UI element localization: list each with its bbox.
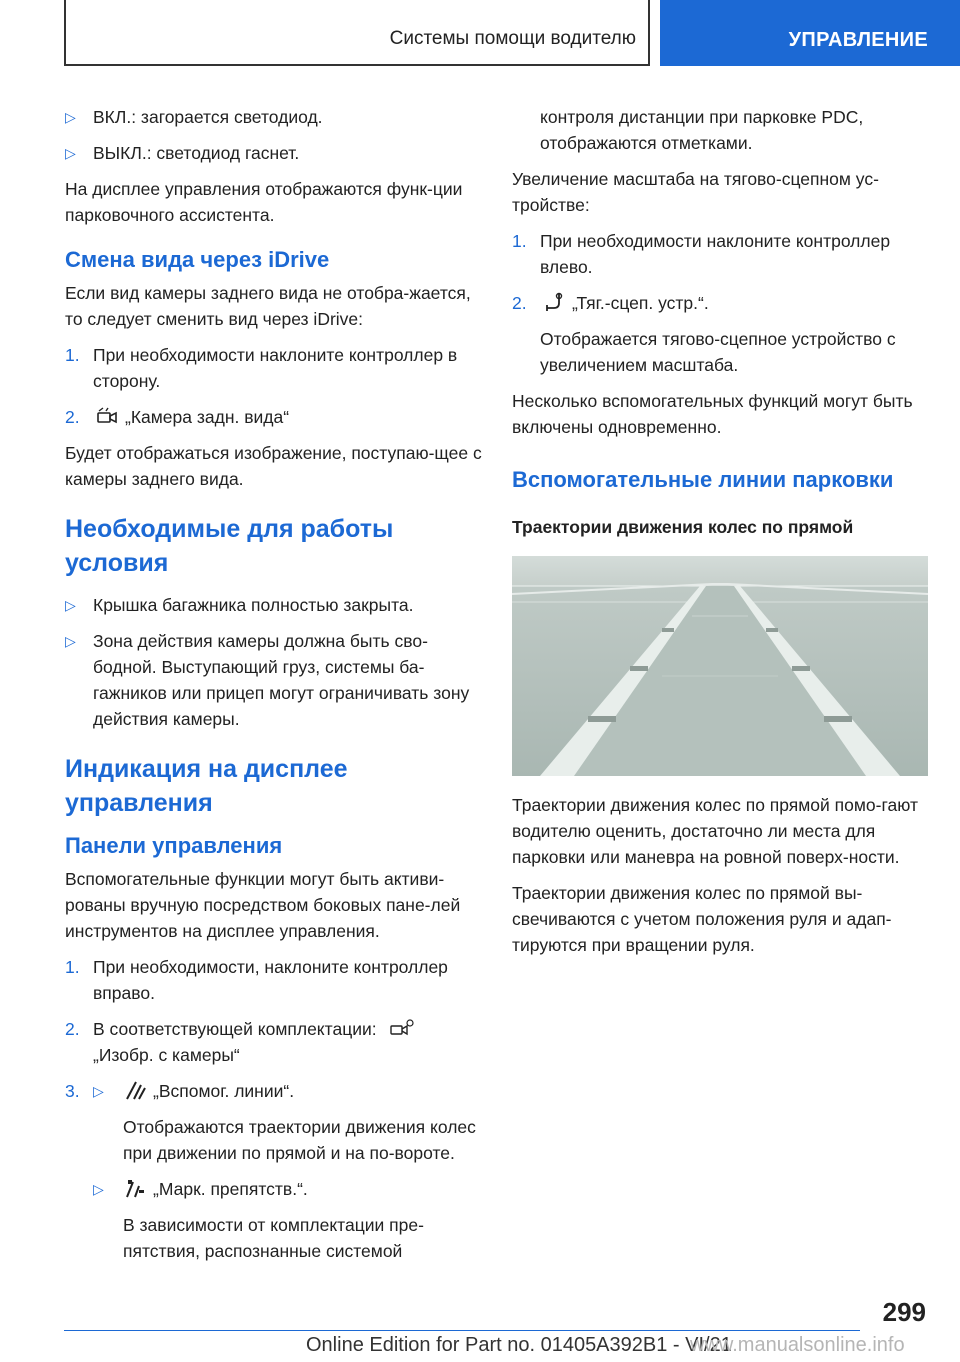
list-item: ▷ „Марк. препятств.“. [65, 1176, 483, 1202]
step-item: 1. При необходимости наклоните контроллер влево. [512, 231, 891, 277]
parking-lines-image [512, 556, 928, 776]
paragraph: Отображается тягово-сцепное устройство с увеличением масштаба. [540, 329, 896, 375]
paragraph: Если вид камеры заднего вида не отобра-жается, то следует сменить вид через iDrive: [65, 283, 471, 329]
camera-settings-icon [384, 1018, 418, 1038]
step-item: 2. „Камера задн. вида“ [65, 407, 290, 427]
footer-divider [64, 1330, 860, 1331]
paragraph: Траектории движения колес по прямой помо-гают водителю оценить, достаточно ли места для парковки или маневра на ровной поверх-ности. [512, 795, 918, 867]
triangle-bullet-icon: ▷ [65, 633, 76, 649]
paragraph: Траектории движения колес по прямой вы-свечиваются с учетом положения руля и адап-тируются при вращении руля. [512, 883, 892, 955]
section-title: Системы помощи водителю [389, 28, 636, 49]
list-item: ▷ ВКЛ.: загорается светодиод. [65, 104, 483, 130]
trailer-hitch-icon [542, 292, 568, 312]
triangle-bullet-icon: ▷ [65, 109, 76, 125]
section-heading: Смена вида через iDrive [65, 247, 330, 272]
section-heading: Индикация на дисплее управления [65, 755, 348, 817]
triangle-bullet-icon: ▷ [93, 1083, 104, 1099]
watermark: www.manualsonline.info [690, 1334, 905, 1356]
paragraph: Отображаются траектории движения колес при движении по прямой и на по-вороте. [123, 1117, 476, 1163]
paragraph: Увеличение масштаба на тягово-сцепном ус-тройстве: [512, 169, 879, 215]
section-heading: Вспомогательные линии парковки [512, 467, 894, 492]
chapter-title: УПРАВЛЕНИЕ [788, 29, 928, 51]
list-item: ▷ Крышка багажника полностью закрыта. [65, 592, 483, 618]
paragraph: Будет отображаться изображение, поступаю-щее с камеры заднего вида. [65, 443, 482, 489]
triangle-bullet-icon: ▷ [93, 1181, 104, 1197]
rear-camera-icon [95, 406, 121, 426]
paragraph: контроля дистанции при парковке PDC, отображаются отметками. [540, 107, 864, 153]
step-item: 1. При необходимости наклоните контроллер в сторону. [65, 345, 458, 391]
section-heading: Необходимые для работы условия [65, 515, 394, 577]
page-number: 299 [882, 1297, 926, 1327]
list-item: ▷ Зона действия камеры должна быть сво-бодной. Выступающий груз, системы ба-гажников или прицеп могут ограничивать зону действия камеры. [65, 628, 483, 732]
paragraph: Вспомогательные функции могут быть активи-рованы вручную посредством боковых пане-лей инструментов на дисплее управления. [65, 869, 461, 941]
right-column [512, 104, 928, 968]
paragraph: На дисплее управления отображаются функ-ции парковочного ассистента. [65, 179, 463, 225]
triangle-bullet-icon: ▷ [65, 597, 76, 613]
step-item: 3. ▷ „Вспомог. линии“. [65, 1078, 483, 1104]
obstacle-marking-icon [123, 1178, 149, 1198]
step-item: 1. При необходимости, наклоните контроллер вправо. [65, 957, 448, 1003]
chapter-tab [660, 0, 960, 66]
section-tab [64, 0, 650, 66]
subsection-heading: Траектории движения колес по прямой [512, 517, 854, 537]
page-header [64, 0, 960, 66]
subsection-heading: Панели управления [65, 833, 283, 858]
triangle-bullet-icon: ▷ [65, 145, 76, 161]
list-item: ▷ ВЫКЛ.: светодиод гаснет. [65, 140, 483, 166]
edition-note: Online Edition for Part no. 01405A392B1 - VI/21 [306, 1334, 732, 1356]
step-item: 2. В соответствующей комплектации: „Изобр. с камеры“ [65, 1016, 483, 1068]
paragraph: В зависимости от комплектации пре-пятствия, распознанные системой [123, 1215, 424, 1261]
guide-lines-icon [123, 1080, 149, 1100]
step-item: 2. „Тяг.-сцеп. устр.“. [512, 293, 709, 313]
left-column [65, 104, 483, 1274]
paragraph: Несколько вспомогательных функций могут быть включены одновременно. [512, 391, 913, 437]
